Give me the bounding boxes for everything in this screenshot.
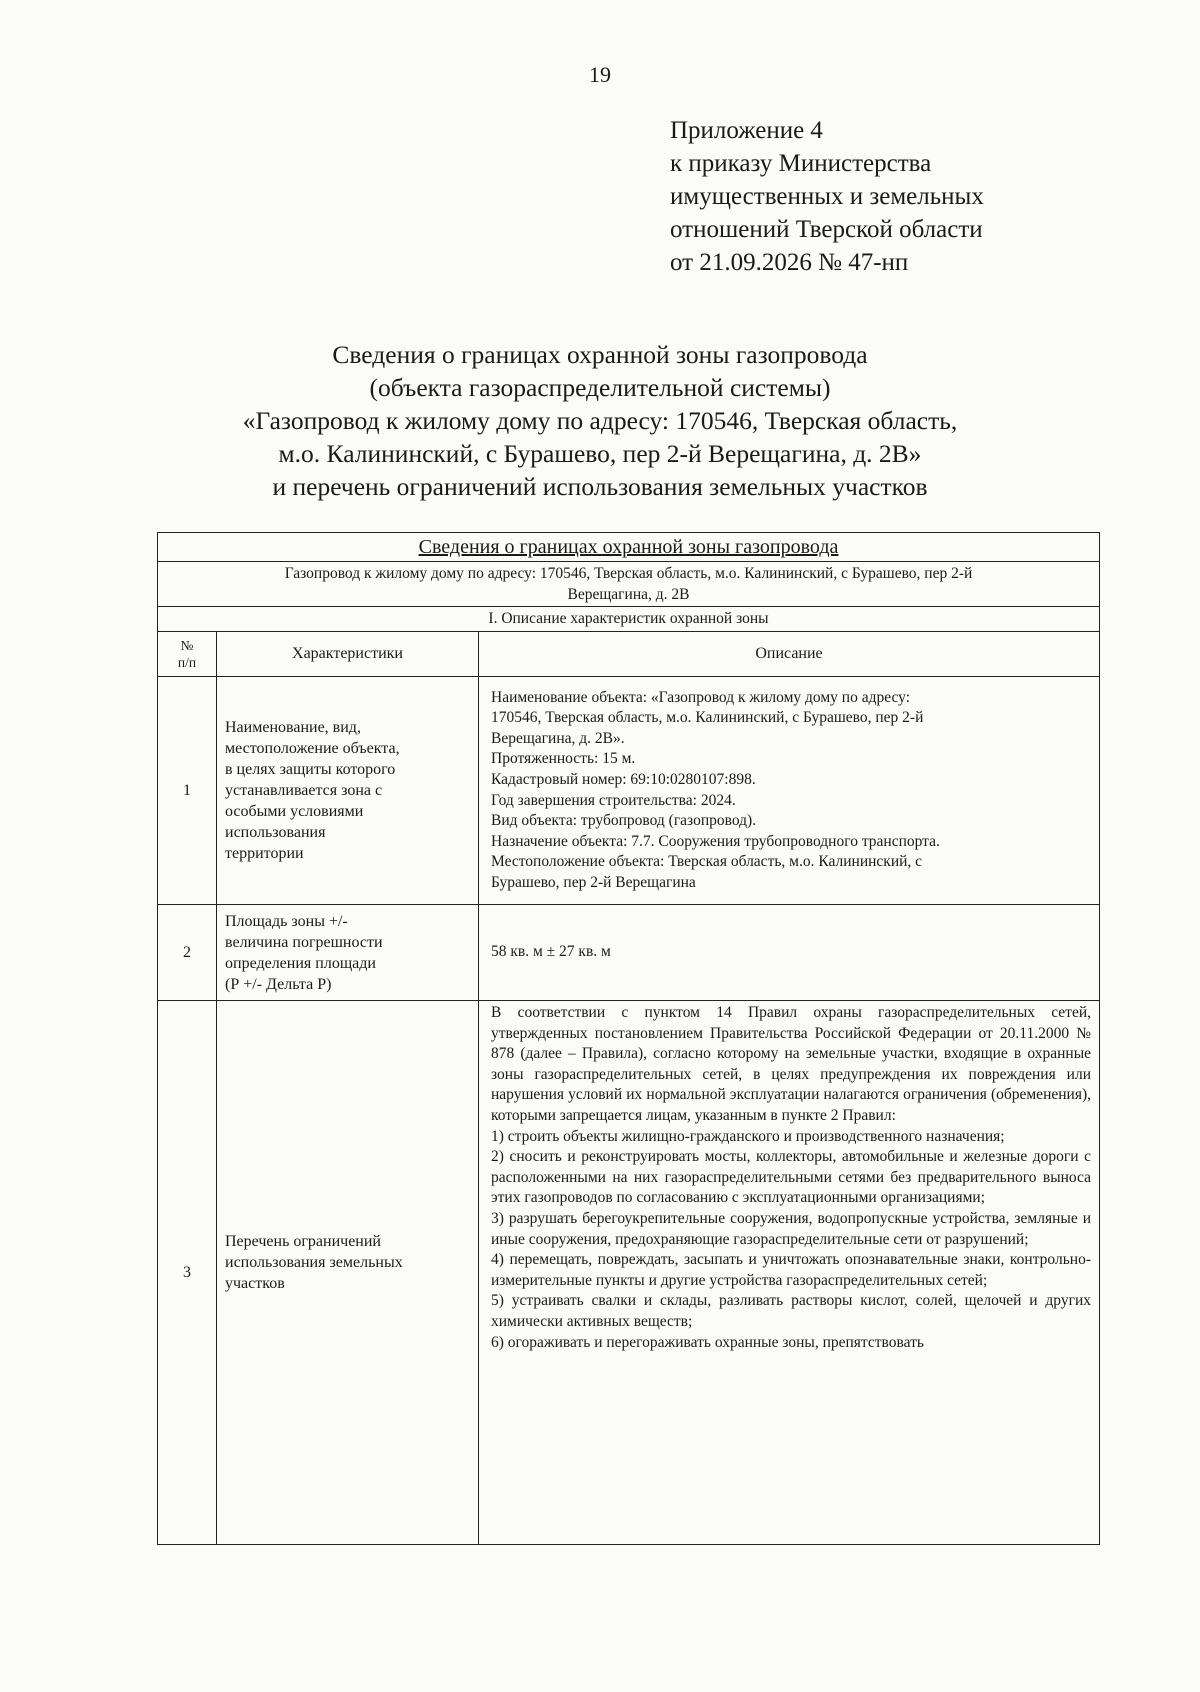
description-line: Местоположение объекта: Тверская область, м.о. Калининский, с bbox=[491, 853, 923, 871]
characteristic-line: местоположение объекта, bbox=[225, 740, 400, 757]
row-number: 2 bbox=[158, 905, 217, 1001]
row-number: 1 bbox=[158, 677, 217, 905]
table-row bbox=[158, 905, 1100, 1001]
description-line: 170546, Тверская область, м.о. Калининский, с Бурашево, пер 2-й bbox=[491, 709, 924, 727]
characteristic-line: территории bbox=[225, 845, 304, 862]
title-line: «Газопровод к жилому дому по адресу: 170546, Тверская область, bbox=[242, 406, 958, 435]
description-paragraph: 2) сносить и реконструировать мосты, коллекторы, автомобильные и железные дороги с расположенными на них газораспределительными сетями без предварительного выноса этих газопроводов по согласованию с эксплуатационными организациями; bbox=[491, 1148, 1091, 1207]
description-line: Наименование объекта: «Газопровод к жилому дому по адресу: bbox=[491, 688, 911, 706]
description-line: Верещагина, д. 2В». bbox=[491, 729, 625, 747]
characteristic-line: особыми условиями bbox=[225, 803, 364, 820]
title-line: (объекта газораспределительной системы) bbox=[369, 373, 831, 402]
description-line: Вид объекта: трубопровод (газопровод). bbox=[491, 812, 757, 830]
row-description bbox=[479, 677, 1100, 905]
page-number: 19 bbox=[589, 62, 611, 87]
description-line: Бурашево, пер 2-й Верещагина bbox=[491, 873, 696, 891]
row-description bbox=[479, 905, 1100, 1001]
characteristic-line: Перечень ограничений bbox=[225, 1233, 381, 1250]
characteristic-line: участков bbox=[225, 1275, 285, 1292]
table-row bbox=[158, 677, 1100, 905]
characteristic-line: в целях защиты которого bbox=[225, 761, 396, 778]
description-line: Протяженность: 15 м. bbox=[491, 750, 636, 768]
description-line: Год завершения строительства: 2024. bbox=[491, 791, 736, 809]
characteristic-line: использования земельных bbox=[225, 1254, 403, 1271]
column-header-number-line: № bbox=[180, 638, 194, 653]
appendix-line: отношений Тверской области bbox=[670, 216, 983, 243]
column-header-number-line: п/п bbox=[177, 655, 197, 670]
row-characteristic bbox=[217, 1001, 479, 1545]
row-characteristic bbox=[217, 677, 479, 905]
characteristic-line: использования bbox=[225, 824, 326, 841]
table-row bbox=[158, 1001, 1100, 1545]
characteristic-line: Площадь зоны +/- bbox=[225, 912, 348, 930]
table-object-name bbox=[158, 562, 1100, 607]
appendix-block bbox=[670, 114, 984, 279]
characteristic-line: Наименование, вид, bbox=[225, 719, 361, 736]
characteristic-line: устанавливается зона с bbox=[225, 782, 383, 799]
description-paragraph: 4) перемещать, повреждать, засыпать и уничтожать опознавательные знаки, контрольно-измерительные пункты и другие устройства газораспределительных сетей; bbox=[491, 1251, 1091, 1289]
characteristic-line: (Р +/- Дельта Р) bbox=[225, 975, 332, 993]
description-paragraph: 3) разрушать берегоукрепительные сооружения, водопропускные устройства, земляные и иные сооружения, предохраняющие газораспределительные сети от разрушений; bbox=[491, 1209, 1091, 1248]
description-line: 58 кв. м ± 27 кв. м bbox=[491, 943, 611, 961]
column-header-characteristics: Характеристики bbox=[217, 632, 479, 677]
description-paragraph: 6) огораживать и перегораживать охранные зоны, препятствовать bbox=[491, 1333, 924, 1351]
document-title bbox=[0, 338, 1200, 503]
description-paragraph: 1) строить объекты жилищно-гражданского и производственного назначения; bbox=[491, 1127, 1005, 1145]
row-characteristic bbox=[217, 905, 479, 1001]
appendix-line: к приказу Министерства bbox=[670, 150, 932, 177]
row-description bbox=[479, 1001, 1100, 1545]
appendix-line: имущественных и земельных bbox=[670, 183, 984, 210]
object-line: Верещагина, д. 2В bbox=[567, 586, 690, 603]
title-line: м.о. Калининский, с Бурашево, пер 2-й Верещагина, д. 2В» bbox=[278, 439, 922, 468]
description-paragraph: 5) устраивать свалки и склады, разливать растворы кислот, солей, щелочей и других химически активных веществ; bbox=[491, 1292, 1091, 1330]
zone-table bbox=[157, 532, 1100, 1545]
column-header-row bbox=[158, 632, 1100, 677]
description-line: Назначение объекта: 7.7. Сооружения трубопроводного транспорта. bbox=[491, 832, 940, 850]
appendix-line: Приложение 4 bbox=[670, 117, 823, 144]
characteristic-line: определения площади bbox=[225, 954, 376, 972]
title-line: Сведения о границах охранной зоны газопровода bbox=[332, 340, 868, 369]
object-line: Газопровод к жилому дому по адресу: 170546, Тверская область, м.о. Калининский, с Бурашево, пер 2-й bbox=[284, 565, 973, 582]
row-number: 3 bbox=[158, 1001, 217, 1545]
appendix-line: от 21.09.2026 № 47-нп bbox=[670, 249, 909, 276]
description-line: Кадастровый номер: 69:10:0280107:898. bbox=[491, 770, 756, 788]
column-header-number bbox=[158, 632, 217, 677]
section-heading: I. Описание характеристик охранной зоны bbox=[158, 607, 1100, 632]
column-header-description: Описание bbox=[479, 632, 1100, 677]
title-line: и перечень ограничений использования земельных участков bbox=[272, 472, 928, 501]
table-heading: Сведения о границах охранной зоны газопровода bbox=[158, 533, 1100, 562]
characteristic-line: величина погрешности bbox=[225, 933, 383, 951]
description-paragraph: В соответствии с пунктом 14 Правил охраны газораспределительных сетей, утвержденных постановлением Правительства Российской Федерации от 20.11.2000 № 878 (далее – Правила), согласно которому на земельные участки, входящие в охранные зоны газораспределительных сетей, в целях предупреждения их повреждения или нарушения условий их нормальной эксплуатации налагаются ограничения (обременения), которыми запрещается лицам, указанным в пункте 2 Правил: bbox=[491, 1004, 1091, 1124]
